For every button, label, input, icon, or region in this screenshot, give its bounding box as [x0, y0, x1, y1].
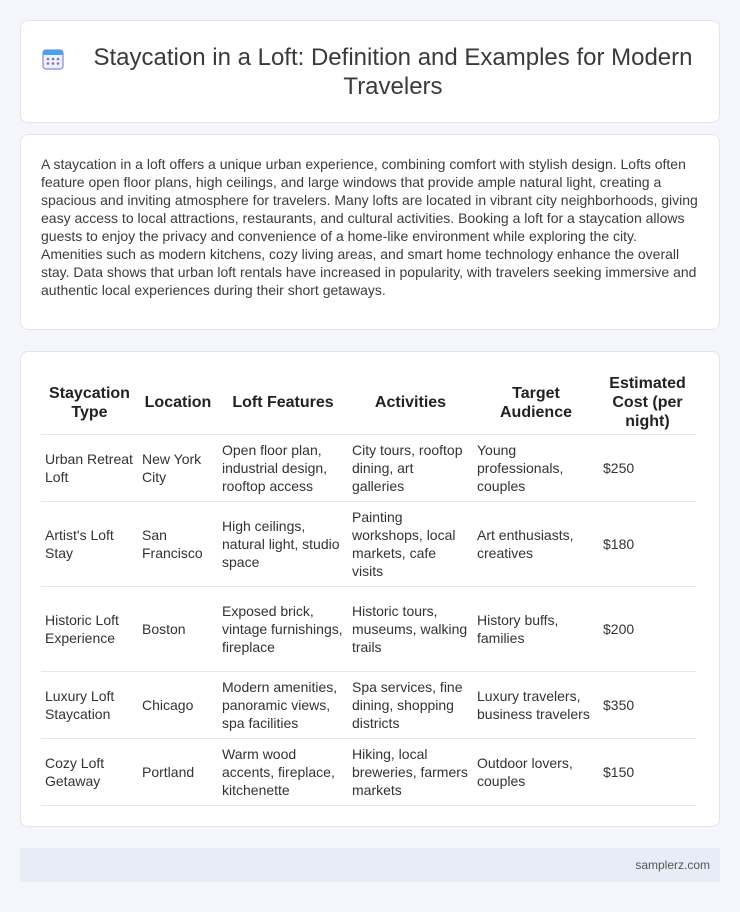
- table-cell: High ceilings, natural light, studio space: [218, 501, 348, 586]
- table-row: [41, 738, 696, 805]
- table-cell: Painting workshops, local markets, cafe visits: [348, 501, 473, 586]
- column-header: Estimated Cost (per night): [599, 372, 696, 434]
- table-cell: Luxury travelers, business travelers: [473, 671, 599, 738]
- table-cell: Cozy Loft Getaway: [41, 738, 138, 805]
- table-cell: Hiking, local breweries, farmers markets: [348, 738, 473, 805]
- title-card: [20, 20, 720, 123]
- table-cell: Spa services, fine dining, shopping districts: [348, 671, 473, 738]
- table-cell: Artist's Loft Stay: [41, 501, 138, 586]
- table-row: [41, 501, 696, 586]
- table-cell: $180: [599, 501, 696, 586]
- table-cell: Luxury Loft Staycation: [41, 671, 138, 738]
- table-cell: Historic Loft Experience: [41, 586, 138, 671]
- table-header-row: [41, 372, 696, 434]
- column-header: Staycation Type: [41, 372, 138, 434]
- table-cell: Exposed brick, vintage furnishings, fireplace: [218, 586, 348, 671]
- table-cell: $350: [599, 671, 696, 738]
- intro-paragraph: A staycation in a loft offers a unique urban experience, combining comfort with stylish design. Lofts often feature open floor plans, high ceilings, and large windows that provide ample natural light, creating a spacious and inviting atmosphere for travelers. Many lofts are located in vibrant city neighborhoods, giving easy access to local attractions, restaurants, and cultural activities. Booking a loft for a staycation allows guests to enjoy the privacy and convenience of a home-like environment while exploring the city. Amenities such as modern kitchens, cozy living areas, and smart home technology enhance the overall stay. Data shows that urban loft rentals have increased in popularity, with travelers seeking immersive and authentic local experiences during their short getaways.: [41, 156, 698, 298]
- table-cell: Art enthusiasts, creatives: [473, 501, 599, 586]
- table-row: [41, 434, 696, 501]
- table-cell: $250: [599, 434, 696, 501]
- staycation-table: [41, 372, 696, 806]
- table-cell: Historic tours, museums, walking trails: [348, 586, 473, 671]
- table-cell: Young professionals, couples: [473, 434, 599, 501]
- calendar-icon: [41, 47, 65, 71]
- column-header: Target Audience: [473, 372, 599, 434]
- table-cell: Modern amenities, panoramic views, spa facilities: [218, 671, 348, 738]
- intro-card: [20, 134, 720, 330]
- table-cell: Open floor plan, industrial design, rooftop access: [218, 434, 348, 501]
- table-cell: $200: [599, 586, 696, 671]
- table-cell: Warm wood accents, fireplace, kitchenette: [218, 738, 348, 805]
- table-cell: Boston: [138, 586, 218, 671]
- table-cell: History buffs, families: [473, 586, 599, 671]
- footer-bar: [20, 848, 720, 882]
- table-cell: Outdoor lovers, couples: [473, 738, 599, 805]
- table-cell: $150: [599, 738, 696, 805]
- table-cell: San Francisco: [138, 501, 218, 586]
- footer-site-link[interactable]: samplerz.com: [635, 858, 710, 872]
- table-cell: New York City: [138, 434, 218, 501]
- table-cell: City tours, rooftop dining, art galleries: [348, 434, 473, 501]
- column-header: Activities: [348, 372, 473, 434]
- table-cell: Portland: [138, 738, 218, 805]
- table-cell: Chicago: [138, 671, 218, 738]
- column-header: Loft Features: [218, 372, 348, 434]
- table-card: [20, 351, 720, 827]
- table-row: [41, 671, 696, 738]
- table-cell: Urban Retreat Loft: [41, 434, 138, 501]
- table-row: [41, 586, 696, 671]
- column-header: Location: [138, 372, 218, 434]
- page-title: Staycation in a Loft: Definition and Examples for Modern Travelers: [93, 43, 693, 100]
